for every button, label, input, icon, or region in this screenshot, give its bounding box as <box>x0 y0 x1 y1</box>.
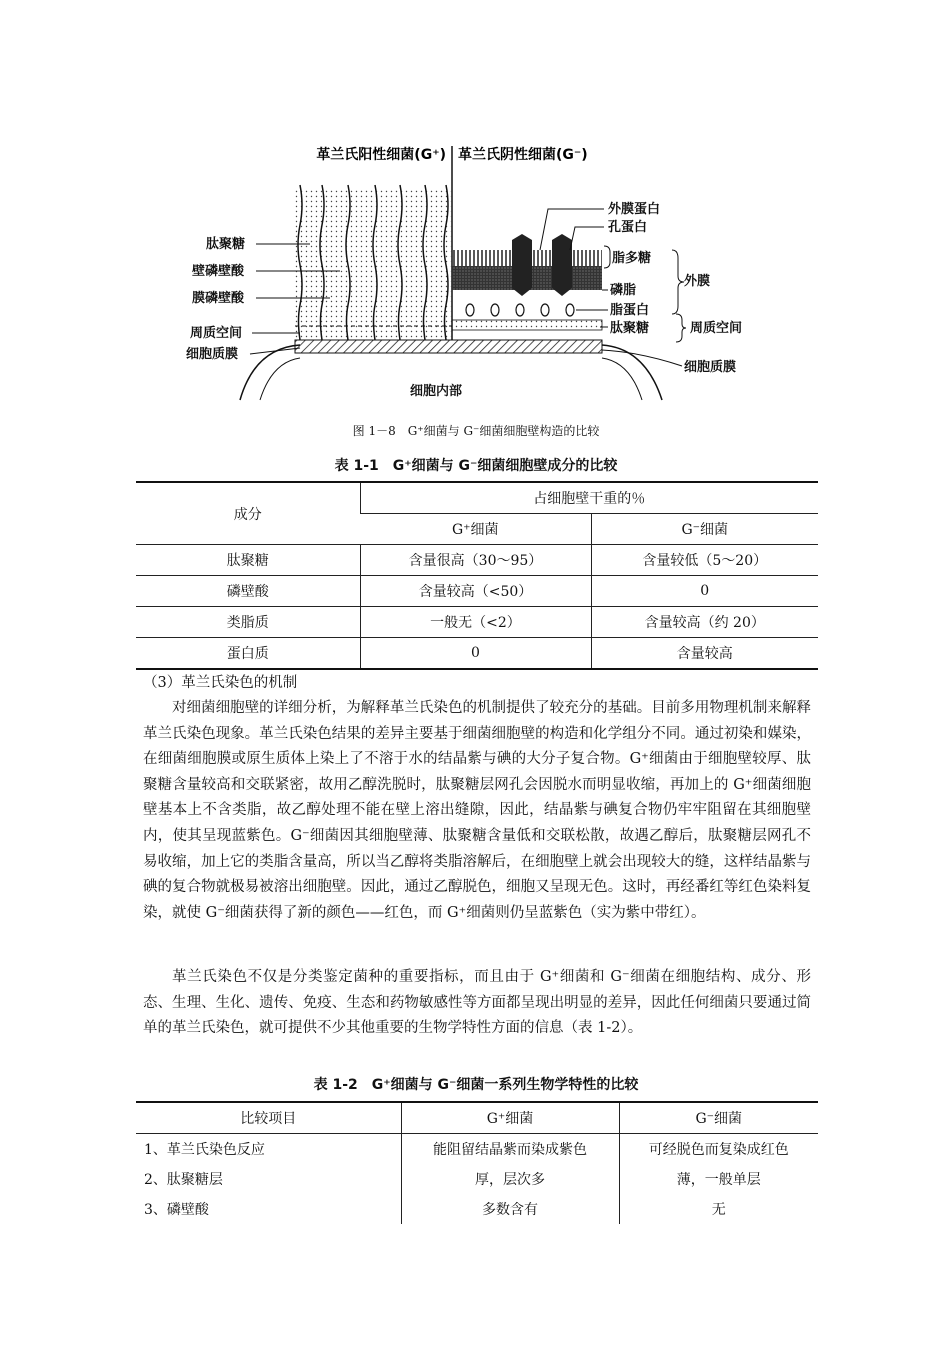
label-membrane-right: 细胞质膜 <box>684 360 737 375</box>
table-cell: 磷壁酸 <box>136 576 360 607</box>
label-periplasm-left: 周质空间 <box>190 326 243 341</box>
paragraph-staining-mechanism: 对细菌细胞壁的详细分析，为解释革兰氏染色的机制提供了较充分的基础。目前多用物理机制来解释革兰氏染色现象。革兰氏染色结果的差异主要基于细菌细胞壁的构造和化学组分不同。通过初染和媒染，在细菌细胞膜或原生质体上染上了不溶于水的结晶紫与碘的大分子复合物。G⁺细菌由于细胞壁较厚、肽聚糖含量较高和交联紧密，故用乙醇洗脱时，肽聚糖层网孔会因脱水而明显收缩，再加上的 G⁺细菌细胞壁基本上不含类脂，故乙醇处理不能在壁上溶出缝隙，因此，结晶紫与碘复合物仍牢牢阻留在其细胞壁内，使其呈现蓝紫色。G⁻细菌因其细胞壁薄、肽聚糖含量低和交联松散，故遇乙醇后，肽聚糖层网孔不易收缩，加上它的类脂含量高，所以当乙醇将类脂溶解后，在细胞壁上就会出现较大的缝，这样结晶紫与碘的复合物就极易被溶出细胞壁。因此，通过乙醇脱色，细胞又呈现无色。这时，再经番红等红色染料复染，就使 G⁻细菌获得了新的颜色——红色，而 G⁺细菌则仍呈蓝紫色（实为紫中带红）。 <box>143 700 811 921</box>
label-porin: 孔蛋白 <box>608 220 648 235</box>
table2-header-item: 比较项目 <box>136 1102 401 1134</box>
table-cell: 可经脱色而复染成红色 <box>619 1134 818 1165</box>
table-cell: 含量很高（30～95） <box>360 545 591 576</box>
table-cell: 能阻留结晶紫而染成紫色 <box>401 1134 619 1165</box>
table-cell: 2、肽聚糖层 <box>144 1172 223 1188</box>
table-cell: 多数含有 <box>401 1194 619 1224</box>
table-row <box>136 1134 818 1165</box>
gneg-label: 革兰氏阴性细菌(G⁻) <box>458 147 588 163</box>
label-outer-membrane: 外膜 <box>684 274 711 289</box>
table-cell: 含量较低（5～20） <box>591 545 818 576</box>
table-row <box>136 1194 818 1224</box>
table-row <box>136 576 818 607</box>
table-cell: 0 <box>360 638 591 670</box>
table-cell: 含量较高（<50） <box>360 576 591 607</box>
label-outer-membrane-protein: 外膜蛋白 <box>608 202 661 217</box>
paragraph-gram-significance: 革兰氏染色不仅是分类鉴定菌种的重要指标，而且由于 G⁺细菌和 G⁻细菌在细胞结构、成分、形态、生理、生化、遗传、免疫、生态和药物敏感性等方面都呈现出明显的差异，因此任何细菌只要通过简单的革兰氏染色，就可提供不少其他重要的生物学特性方面的信息（表 1-2）。 <box>143 969 811 1037</box>
label-lps: 脂多糖 <box>612 251 652 266</box>
figure-caption: 图 1－8 G⁺细菌与 G⁻细菌细胞壁构造的比较 <box>352 424 600 438</box>
table-row <box>136 638 818 670</box>
table1-header-component: 成分 <box>136 482 360 545</box>
table1-title: 表 1-1 G⁺细菌与 G⁻细菌细胞壁成分的比较 <box>334 458 618 474</box>
table-cell: 1、革兰氏染色反应 <box>144 1142 265 1158</box>
table-cell: 肽聚糖 <box>136 545 360 576</box>
label-wall-teichoic: 壁磷壁酸 <box>192 264 245 279</box>
table-cell: 含量较高 <box>591 638 818 670</box>
label-cell-interior: 细胞内部 <box>410 384 463 399</box>
label-peptidoglycan-right: 肽聚糖 <box>610 321 650 336</box>
table-cell: 0 <box>591 576 818 607</box>
table-cell: 一般无（<2） <box>360 607 591 638</box>
table-row <box>136 607 818 638</box>
table-cell: 薄，一般单层 <box>619 1164 818 1194</box>
table-cell: 厚，层次多 <box>401 1164 619 1194</box>
table-cell: 类脂质 <box>136 607 360 638</box>
label-periplasm-right: 周质空间 <box>690 321 743 336</box>
label-peptidoglycan-left: 肽聚糖 <box>206 237 246 252</box>
table-cell: 蛋白质 <box>136 638 360 670</box>
table1-header-gpos: G⁺细菌 <box>360 514 591 545</box>
table2-header-gpos: G⁺细菌 <box>401 1102 619 1134</box>
gneg-wall <box>452 234 602 330</box>
table-cell: 含量较高（约 20） <box>591 607 818 638</box>
table-cell: 3、磷壁酸 <box>144 1202 209 1218</box>
table-row <box>136 545 818 576</box>
gpos-label: 革兰氏阳性细菌(G⁺) <box>316 147 446 163</box>
table2-header-gneg: G⁻细菌 <box>619 1102 818 1134</box>
cytoplasmic-membrane <box>295 340 602 353</box>
table2 <box>136 1101 818 1224</box>
table1-header-group: 占细胞壁干重的％ <box>360 482 818 514</box>
section-heading: （3）革兰氏染色的机制 <box>143 675 298 691</box>
label-phospholipid: 磷脂 <box>610 283 637 298</box>
label-lipoprotein: 脂蛋白 <box>610 303 650 318</box>
table1-header-gneg: G⁻细菌 <box>591 514 818 545</box>
table-row <box>136 1164 818 1194</box>
label-lipoteichoic: 膜磷壁酸 <box>192 291 245 306</box>
gpos-wall <box>295 185 452 340</box>
table2-title: 表 1-2 G⁺细菌与 G⁻细菌一系列生物学特性的比较 <box>313 1077 639 1093</box>
table-cell: 无 <box>619 1194 818 1224</box>
table1 <box>136 481 818 670</box>
label-membrane-left: 细胞质膜 <box>186 347 239 362</box>
cell-wall-diagram <box>0 0 952 410</box>
